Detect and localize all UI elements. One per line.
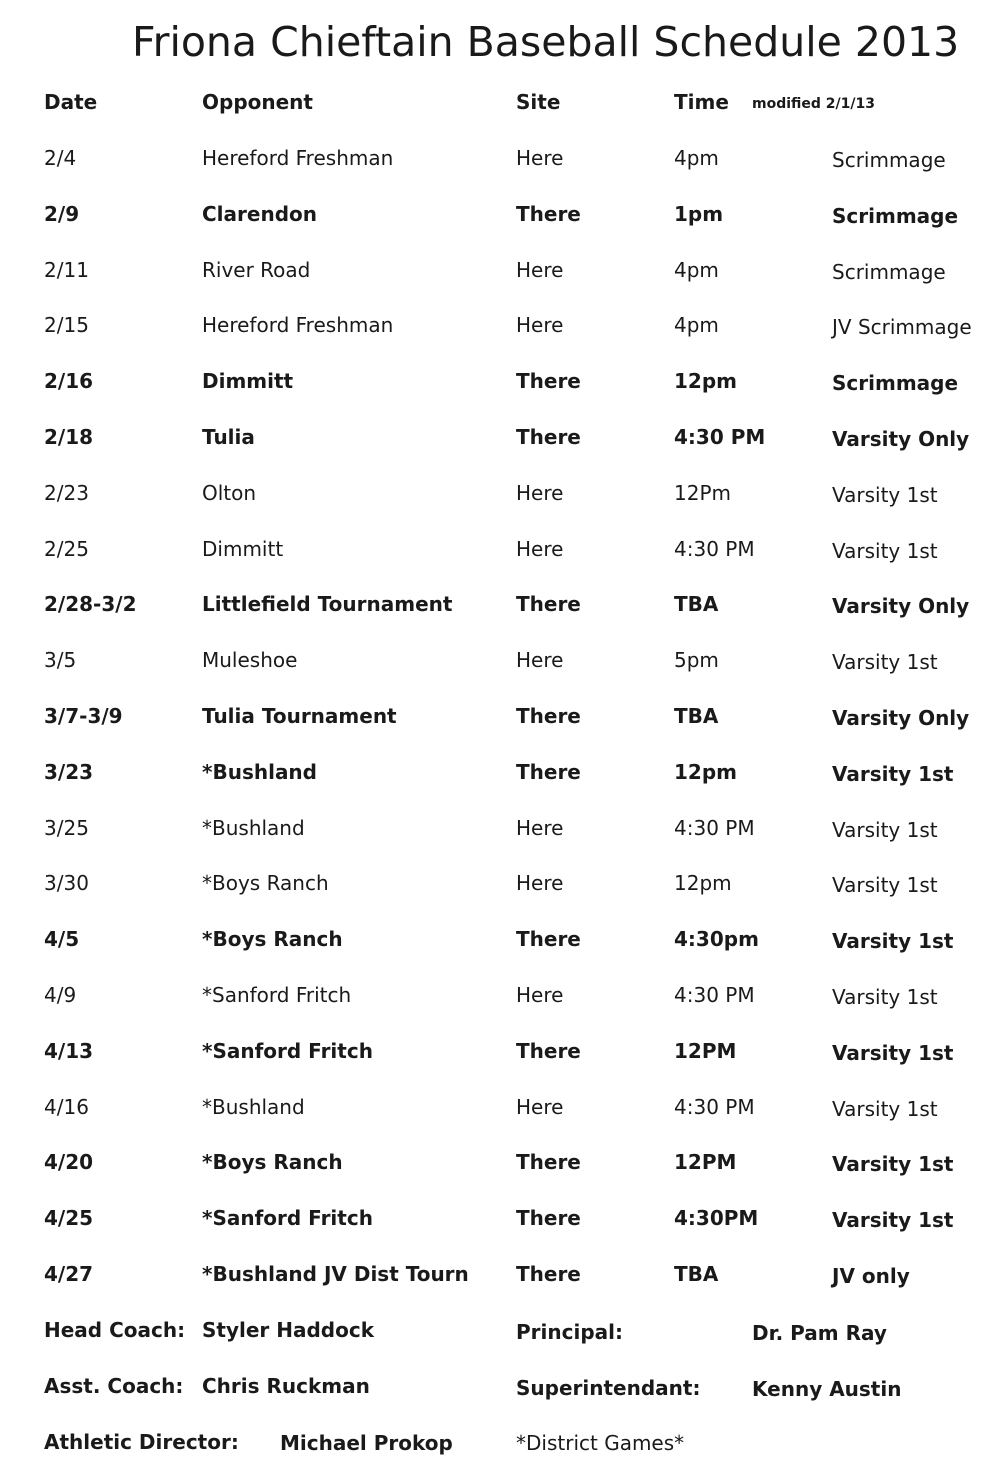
row-site: There — [516, 1150, 581, 1174]
principal-label: Principal: — [516, 1320, 623, 1344]
asst-coach-label: Asst. Coach: — [44, 1374, 184, 1398]
row-time: 12PM — [674, 1039, 737, 1063]
row-site: Here — [516, 1095, 564, 1119]
row-time: 12PM — [674, 1150, 737, 1174]
row-site: There — [516, 202, 581, 226]
principal-name: Dr. Pam Ray — [752, 1321, 887, 1345]
row-date: 4/13 — [44, 1039, 94, 1063]
row-opponent: *Boys Ranch — [202, 1150, 343, 1174]
row-note: Scrimmage — [832, 371, 959, 395]
row-time: 4:30PM — [674, 1206, 759, 1230]
row-site: There — [516, 760, 581, 784]
superintendent-label: Superintendant: — [516, 1376, 701, 1400]
row-note: Varsity 1st — [832, 1208, 954, 1232]
row-site: Here — [516, 983, 564, 1007]
row-opponent: Muleshoe — [202, 648, 298, 672]
row-site: There — [516, 425, 581, 449]
row-note: Varsity 1st — [832, 818, 938, 842]
row-date: 2/16 — [44, 369, 94, 393]
row-time: 12pm — [674, 871, 732, 895]
row-date: 2/18 — [44, 425, 94, 449]
row-site: There — [516, 1262, 581, 1286]
row-site: Here — [516, 648, 564, 672]
asst-coach-name: Chris Ruckman — [202, 1374, 370, 1398]
row-opponent: Tulia — [202, 425, 255, 449]
page-title: Friona Chieftain Baseball Schedule 2013 — [132, 18, 960, 66]
row-time: TBA — [674, 592, 719, 616]
row-site: Here — [516, 146, 564, 170]
table-row — [0, 258, 1000, 298]
table-row — [0, 1095, 1000, 1135]
table-row — [0, 871, 1000, 911]
row-date: 3/5 — [44, 648, 77, 672]
row-note: Varsity 1st — [832, 1097, 938, 1121]
row-time: 4:30 PM — [674, 425, 766, 449]
table-row — [0, 816, 1000, 856]
athletic-director-label: Athletic Director: — [44, 1430, 239, 1454]
row-note: Varsity 1st — [832, 762, 954, 786]
row-date: 4/25 — [44, 1206, 94, 1230]
row-site: There — [516, 927, 581, 951]
table-row — [0, 202, 1000, 242]
row-opponent: *Boys Ranch — [202, 871, 329, 895]
row-note: Varsity Only — [832, 706, 970, 730]
row-opponent: *Bushland — [202, 1095, 305, 1119]
row-note: Scrimmage — [832, 204, 959, 228]
row-time: 4pm — [674, 313, 719, 337]
row-time: TBA — [674, 704, 719, 728]
row-opponent: Clarendon — [202, 202, 317, 226]
header-site: Site — [516, 90, 561, 114]
row-opponent: Dimmitt — [202, 537, 284, 561]
row-note: Varsity Only — [832, 594, 970, 618]
row-time: 4:30pm — [674, 927, 759, 951]
row-opponent: Olton — [202, 481, 257, 505]
header-time: Time — [674, 90, 729, 114]
row-site: Here — [516, 537, 564, 561]
row-opponent: *Boys Ranch — [202, 927, 343, 951]
row-time: 4pm — [674, 146, 719, 170]
table-row — [0, 146, 1000, 186]
row-site: There — [516, 1206, 581, 1230]
table-row — [0, 704, 1000, 744]
row-time: 4:30 PM — [674, 816, 755, 840]
row-opponent: Tulia Tournament — [202, 704, 397, 728]
row-date: 4/5 — [44, 927, 80, 951]
superintendent-name: Kenny Austin — [752, 1377, 902, 1401]
table-row — [0, 983, 1000, 1023]
row-opponent: *Sanford Fritch — [202, 1206, 373, 1230]
row-time: 12pm — [674, 369, 737, 393]
row-note: Varsity 1st — [832, 873, 938, 897]
row-opponent: *Bushland — [202, 760, 317, 784]
table-row — [0, 313, 1000, 353]
row-site: Here — [516, 871, 564, 895]
row-site: Here — [516, 258, 564, 282]
row-note: Varsity 1st — [832, 483, 938, 507]
table-row — [0, 369, 1000, 409]
modified-note: modified 2/1/13 — [752, 96, 875, 112]
row-time: 12pm — [674, 760, 737, 784]
row-opponent: *Bushland — [202, 816, 305, 840]
row-time: 1pm — [674, 202, 724, 226]
table-row — [0, 1206, 1000, 1246]
head-coach-name: Styler Haddock — [202, 1318, 375, 1342]
district-games-note: *District Games* — [516, 1431, 685, 1455]
row-opponent: Hereford Freshman — [202, 313, 394, 337]
row-opponent: River Road — [202, 258, 311, 282]
row-date: 3/7-3/9 — [44, 704, 123, 728]
row-opponent: *Sanford Fritch — [202, 1039, 373, 1063]
row-time: 4:30 PM — [674, 983, 755, 1007]
row-time: 5pm — [674, 648, 719, 672]
table-row — [0, 592, 1000, 632]
row-site: Here — [516, 816, 564, 840]
row-time: 12Pm — [674, 481, 731, 505]
row-site: Here — [516, 481, 564, 505]
athletic-director-name: Michael Prokop — [280, 1431, 453, 1455]
row-opponent: *Sanford Fritch — [202, 983, 352, 1007]
row-note: Varsity 1st — [832, 985, 938, 1009]
row-opponent: *Bushland JV Dist Tourn — [202, 1262, 469, 1286]
table-row — [0, 1262, 1000, 1302]
row-opponent: Dimmitt — [202, 369, 294, 393]
row-date: 4/16 — [44, 1095, 89, 1119]
row-time: 4:30 PM — [674, 537, 755, 561]
table-row — [0, 1039, 1000, 1079]
table-row — [0, 648, 1000, 688]
row-date: 2/11 — [44, 258, 89, 282]
row-site: There — [516, 1039, 581, 1063]
row-date: 4/27 — [44, 1262, 94, 1286]
row-site: There — [516, 704, 581, 728]
row-time: 4:30 PM — [674, 1095, 755, 1119]
row-note: Varsity 1st — [832, 539, 938, 563]
table-row — [0, 537, 1000, 577]
row-note: Varsity 1st — [832, 1152, 954, 1176]
row-time: TBA — [674, 1262, 719, 1286]
row-date: 2/25 — [44, 537, 89, 561]
header-date: Date — [44, 90, 98, 114]
row-opponent: Hereford Freshman — [202, 146, 394, 170]
row-date: 2/23 — [44, 481, 89, 505]
row-site: Here — [516, 313, 564, 337]
row-note: Scrimmage — [832, 260, 946, 284]
row-date: 3/30 — [44, 871, 89, 895]
row-time: 4pm — [674, 258, 719, 282]
table-row — [0, 425, 1000, 465]
head-coach-label: Head Coach: — [44, 1318, 186, 1342]
row-date: 2/4 — [44, 146, 77, 170]
table-row — [0, 481, 1000, 521]
row-note: Scrimmage — [832, 148, 946, 172]
row-note: Varsity 1st — [832, 650, 938, 674]
row-note: Varsity 1st — [832, 1041, 954, 1065]
row-note: Varsity Only — [832, 427, 970, 451]
table-row — [0, 760, 1000, 800]
row-date: 4/9 — [44, 983, 77, 1007]
row-date: 2/9 — [44, 202, 80, 226]
row-date: 2/28-3/2 — [44, 592, 137, 616]
row-date: 3/25 — [44, 816, 89, 840]
row-opponent: Littlefield Tournament — [202, 592, 453, 616]
row-date: 4/20 — [44, 1150, 94, 1174]
row-note: JV only — [832, 1264, 910, 1288]
row-note: Varsity 1st — [832, 929, 954, 953]
row-site: There — [516, 592, 581, 616]
header-opponent: Opponent — [202, 90, 313, 114]
row-note: JV Scrimmage — [832, 315, 972, 339]
table-row — [0, 1150, 1000, 1190]
row-site: There — [516, 369, 581, 393]
row-date: 2/15 — [44, 313, 89, 337]
row-date: 3/23 — [44, 760, 94, 784]
table-row — [0, 927, 1000, 967]
